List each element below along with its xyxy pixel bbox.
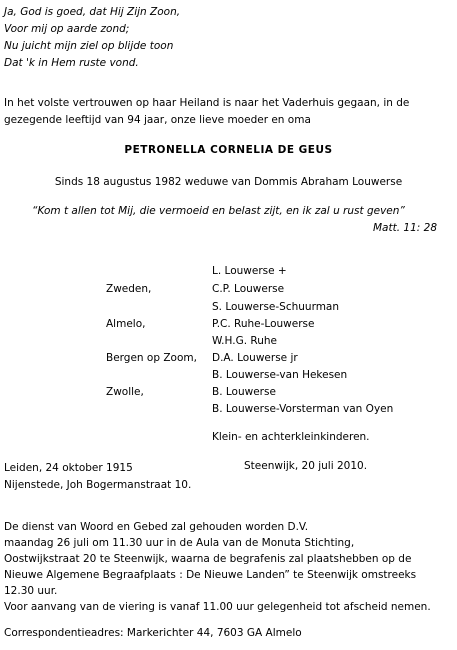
service-line: Nieuwe Algemene Begraafplaats : De Nieuwe Landen” te Steenwijk omstreeks	[4, 569, 417, 581]
poem-line: Voor mij op aarde zond;	[4, 23, 130, 35]
service-line: 12.30 uur.	[4, 585, 58, 597]
poem-line: Nu juicht mijn ziel op blijde toon	[4, 40, 174, 52]
poem	[4, 4, 180, 72]
relative-name: P.C. Ruhe-Louwerse	[212, 318, 315, 330]
deceased-name: PETRONELLA CORNELIA DE GEUS	[124, 144, 333, 156]
relative-place: Zwolle,	[106, 386, 144, 398]
home-address: Nijenstede, Joh Bogermanstraat 10.	[4, 479, 192, 491]
intro-line: gezegende leeftijd van 94 jaar, onze lieve moeder en oma	[4, 114, 311, 126]
relative-place: Bergen op Zoom,	[106, 352, 197, 364]
relative-name: S. Louwerse-Schuurman	[212, 301, 340, 313]
relative-place: Almelo,	[106, 318, 146, 330]
service-line: De dienst van Woord en Gebed zal gehouden worden D.V.	[4, 521, 309, 533]
service-line: maandag 26 juli om 11.30 uur in de Aula van de Monuta Stichting,	[4, 537, 355, 549]
poem-line: Dat 'k in Hem ruste vond.	[4, 57, 139, 69]
service-line: Voor aanvang van de viering is vanaf 11.00 uur gelegenheid tot afscheid nemen.	[4, 601, 431, 613]
intro-line: In het volste vertrouwen op haar Heiland is naar het Vaderhuis gegaan, in de	[4, 97, 410, 109]
poem-line: Ja, God is goed, dat Hij Zijn Zoon,	[4, 6, 181, 18]
relative-name: B. Louwerse	[212, 386, 276, 398]
birth-date: Leiden, 24 oktober 1915	[4, 462, 133, 474]
intro-text	[4, 95, 409, 129]
birth-info	[4, 460, 191, 494]
death-date: Steenwijk, 20 juli 2010.	[244, 460, 368, 472]
widow-line: Sinds 18 augustus 1982 weduwe van Dommis Abraham Louwerse	[54, 176, 403, 188]
grandchildren-line: Klein- en achterkleinkinderen.	[212, 431, 370, 443]
correspondence-address: Correspondentieadres: Markerichter 44, 7603 GA Almelo	[4, 627, 302, 639]
relative-name: B. Louwerse-Vorsterman van Oyen	[212, 403, 394, 415]
service-info	[4, 519, 431, 615]
relative-name: L. Louwerse +	[212, 265, 287, 277]
relative-name: B. Louwerse-van Hekesen	[212, 369, 348, 381]
bible-verse: “Kom t allen tot Mij, die vermoeid en belast zijt, en ik zal u rust geven”	[32, 205, 405, 217]
relative-name: W.H.G. Ruhe	[212, 335, 277, 347]
relative-name: C.P. Louwerse	[212, 283, 285, 295]
service-line: Oostwijkstraat 20 te Steenwijk, waarna de begrafenis zal plaatshebben op de	[4, 553, 412, 565]
bible-reference: Matt. 11: 28	[373, 222, 437, 234]
relative-place: Zweden,	[106, 283, 152, 295]
relative-name: D.A. Louwerse jr	[212, 352, 298, 364]
